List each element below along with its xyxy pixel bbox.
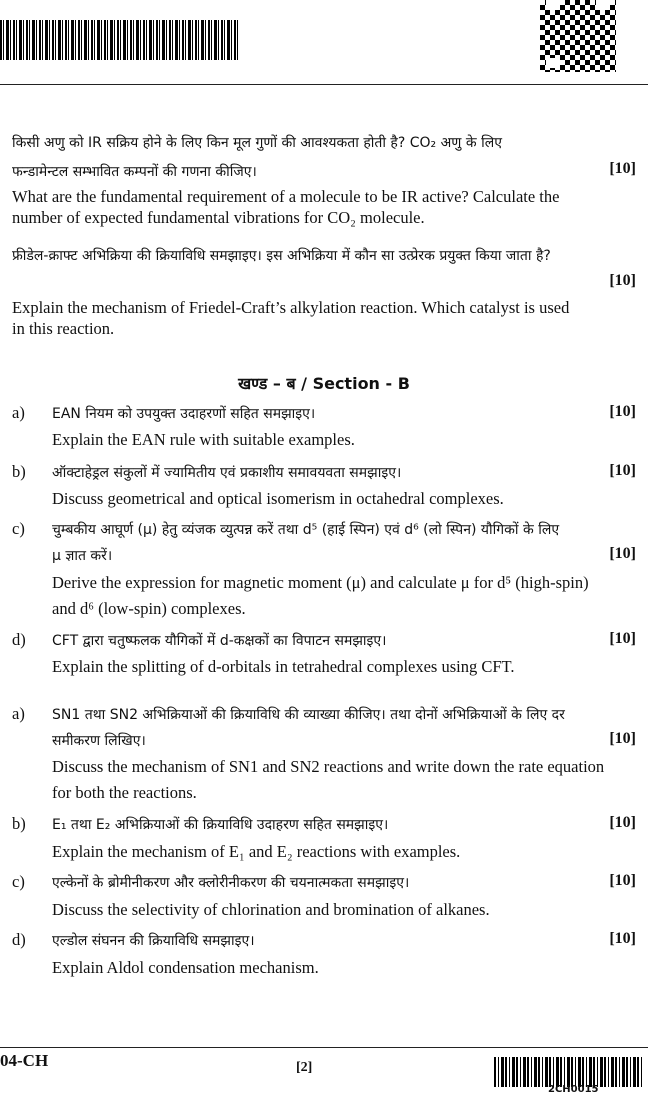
marks-label: [10]	[609, 930, 636, 947]
qr-code	[540, 0, 616, 72]
question-english-line: Explain the mechanism of Friedel-Craft’s alkylation reaction. Which catalyst is used	[12, 298, 570, 317]
marks-label: [10]	[609, 272, 636, 289]
question-number: a)	[12, 403, 25, 422]
question-english-line: What are the fundamental requirement of a molecule to be IR active? Calculate the	[12, 187, 560, 206]
question-hindi-line: समीकरण लिखिए।	[52, 733, 146, 749]
question-english-line: Discuss geometrical and optical isomerism in octahedral complexes.	[52, 489, 504, 508]
marks-label: [10]	[609, 545, 636, 562]
question-hindi-line: E₁ तथा E₂ अभिक्रियाओं की क्रियाविधि उदाहरण सहित समझाइए।	[52, 817, 389, 833]
question-english-line: and d⁶ (low-spin) complexes.	[52, 599, 246, 618]
question-english-line: Explain the mechanism of E₁ and E₂ reactions with examples.	[52, 842, 461, 861]
marks-label: [10]	[609, 730, 636, 747]
question-hindi-line: EAN नियम को उपयुक्त उदाहरणों सहित समझाइए।	[52, 406, 316, 422]
marks-label: [10]	[609, 462, 636, 479]
question-number: d)	[12, 630, 26, 649]
question-hindi-line: चुम्बकीय आघूर्ण (μ) हेतु व्यंजक व्युत्पन्न करें तथा d⁵ (हाई स्पिन) एवं d⁶ (लो स्पिन) यौगिकों के लिए	[52, 522, 560, 538]
question-hindi-line: SN1 तथा SN2 अभिक्रियाओं की क्रियाविधि की व्याख्या कीजिए। तथा दोनों अभिक्रियाओं के लिए दर	[52, 707, 565, 723]
question-hindi-line: CFT द्वारा चतुष्फलक यौगिकों में d-कक्षकों का विपाटन समझाइए।	[52, 633, 387, 649]
question-english-line: Derive the expression for magnetic moment (μ) and calculate μ for d⁵ (high-spin)	[52, 573, 589, 592]
page-number: [2]	[296, 1060, 313, 1075]
question-hindi-line: फन्डामेन्टल सम्भावित कम्पनों की गणना कीजिए।	[12, 164, 257, 180]
marks-label: [10]	[609, 403, 636, 420]
question-hindi-line: ऑक्टाहेड्रल संकुलों में ज्यामितीय एवं प्रकाशीय समावयवता समझाइए।	[52, 465, 402, 481]
question-hindi-line: एल्डोल संघनन की क्रियाविधि समझाइए।	[52, 933, 255, 949]
question-hindi-line: μ ज्ञात करें।	[52, 548, 113, 564]
question-number: c)	[12, 872, 25, 891]
question-number: c)	[12, 519, 25, 538]
bottom-barcode	[494, 1057, 644, 1087]
question-english-line: Explain the EAN rule with suitable examples.	[52, 430, 355, 449]
question-english-line: number of expected fundamental vibrations for CO₂ molecule.	[12, 208, 425, 227]
question-english-line: in this reaction.	[12, 319, 115, 338]
marks-label: [10]	[609, 160, 636, 177]
top-barcode	[0, 20, 238, 60]
marks-label: [10]	[609, 872, 636, 889]
question-hindi-line: किसी अणु को IR सक्रिय होने के लिए किन मूल गुणों की आवश्यकता होती है? CO₂ अणु के लिए	[12, 135, 502, 151]
marks-label: [10]	[609, 814, 636, 831]
question-english-line: Explain the splitting of d-orbitals in tetrahedral complexes using CFT.	[52, 657, 515, 676]
question-hindi-line: एल्केनों के ब्रोमीनीकरण और क्लोरीनीकरण की चयनात्मकता समझाइए।	[52, 875, 410, 891]
question-number: b)	[12, 462, 26, 481]
marks-label: [10]	[609, 630, 636, 647]
barcode-number: 2CH0015	[548, 1084, 599, 1095]
paper-code: 04-CH	[0, 1051, 49, 1070]
section-heading: खण्ड – ब / Section - B	[238, 374, 410, 393]
question-english-line: for both the reactions.	[52, 783, 197, 802]
question-number: a)	[12, 704, 25, 723]
question-hindi-line: फ्रीडेल-क्राफ्ट अभिक्रिया की क्रियाविधि समझाइए। इस अभिक्रिया में कौन सा उत्प्रेरक प्रयुक्त किया जाता है?	[12, 248, 551, 264]
question-number: d)	[12, 930, 26, 949]
footer-divider	[0, 1047, 648, 1048]
header-divider	[0, 84, 648, 85]
question-number: b)	[12, 814, 26, 833]
question-english-line: Explain Aldol condensation mechanism.	[52, 958, 319, 977]
question-english-line: Discuss the mechanism of SN1 and SN2 reactions and write down the rate equation	[52, 757, 605, 776]
question-english-line: Discuss the selectivity of chlorination and bromination of alkanes.	[52, 900, 490, 919]
